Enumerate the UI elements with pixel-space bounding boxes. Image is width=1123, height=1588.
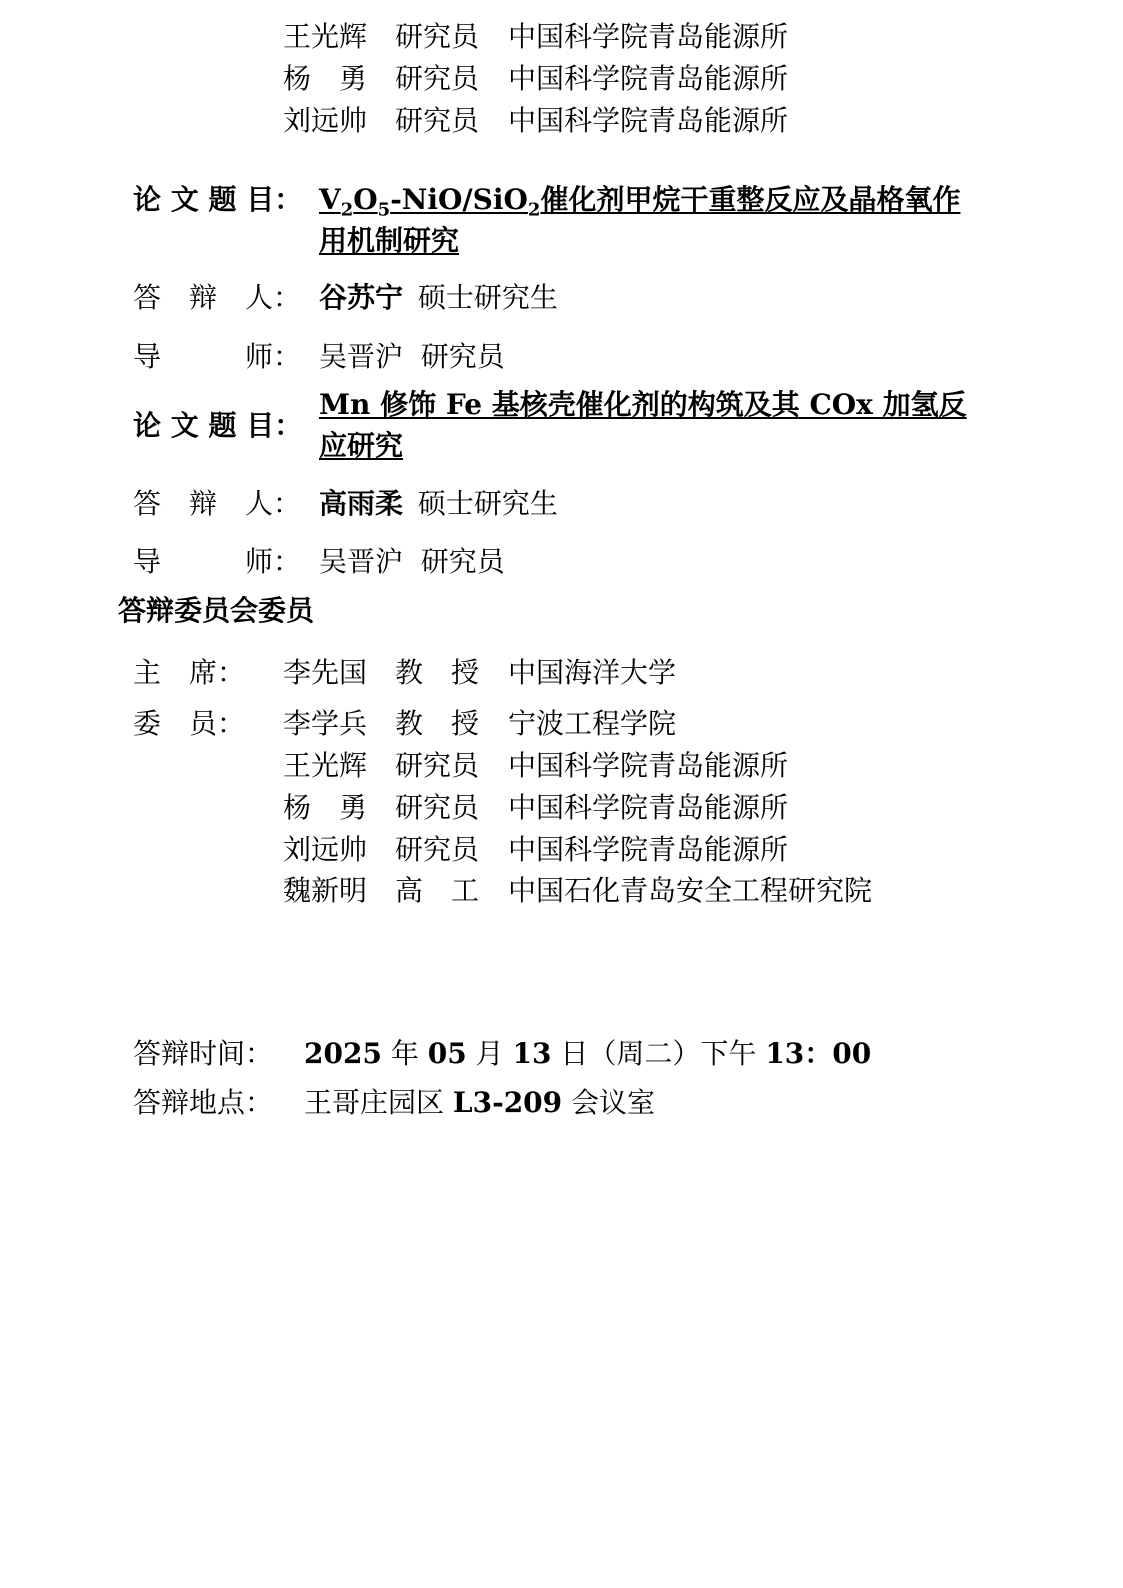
thesis-title-line1: 催化剂甲烷干重整反应及晶格氧作	[540, 183, 961, 216]
member-title: 研究员	[395, 833, 480, 866]
member-name: 王光辉	[283, 749, 368, 782]
member-title: 教 授	[395, 656, 480, 689]
member-org: 中国科学院青岛能源所	[508, 791, 789, 824]
formula-subscript: 2	[340, 199, 354, 221]
member-org: 中国科学院青岛能源所	[508, 104, 789, 137]
minute: 00	[832, 1037, 872, 1070]
month: 05	[427, 1037, 467, 1070]
defense-place	[304, 1086, 655, 1120]
formula-part: -NiO/SiO	[390, 183, 528, 216]
member-name: 杨 勇	[283, 62, 368, 95]
member-title: 教 授	[395, 707, 480, 740]
thesis-title-line2: 应研究	[319, 429, 404, 462]
time-label: 答辩时间：	[133, 1037, 274, 1070]
member-name: 魏新明	[283, 874, 368, 907]
member-org: 中国科学院青岛能源所	[508, 833, 789, 866]
defender-label: 答 辩 人：	[133, 281, 302, 314]
advisor: 吴晋沪 研究员	[319, 340, 505, 373]
member-name: 李先国	[283, 656, 368, 689]
year: 2025	[304, 1037, 382, 1070]
member-org: 宁波工程学院	[508, 707, 677, 740]
place-campus: 王哥庄园区	[304, 1086, 453, 1119]
members-label: 委 员：	[133, 707, 246, 740]
member-title: 研究员	[395, 791, 480, 824]
thesis-title	[319, 183, 960, 228]
thesis-title-label: 论 文 题 目：	[133, 409, 303, 442]
place-room: L3-209	[452, 1086, 563, 1119]
chair-label: 主 席：	[133, 656, 246, 689]
defender-name: 高雨柔	[319, 487, 404, 520]
defender	[319, 487, 558, 521]
thesis-title-line2: 用机制研究	[319, 224, 460, 257]
member-title: 研究员	[395, 62, 480, 95]
member-title: 研究员	[395, 104, 480, 137]
thesis-title-label: 论 文 题 目：	[133, 183, 303, 216]
place-label: 答辩地点：	[133, 1086, 274, 1119]
defender-name: 谷苏宁	[319, 281, 404, 314]
member-name: 王光辉	[283, 20, 368, 53]
member-title: 高 工	[395, 874, 480, 907]
place-suffix: 会议室	[562, 1086, 656, 1119]
member-org: 中国科学院青岛能源所	[508, 20, 789, 53]
defender-degree: 硕士研究生	[417, 487, 558, 520]
defender-label: 答 辩 人：	[133, 487, 302, 520]
advisor-label: 导 师：	[133, 340, 302, 373]
hour: 13	[765, 1037, 805, 1070]
thesis-title-line1: Mn 修饰 Fe 基核壳催化剂的构筑及其 COx 加氢反	[319, 388, 967, 421]
member-org: 中国石化青岛安全工程研究院	[508, 874, 873, 907]
member-name: 李学兵	[283, 707, 368, 740]
formula-part: V	[319, 183, 341, 216]
member-org: 中国科学院青岛能源所	[508, 749, 789, 782]
committee-heading: 答辩委员会委员	[118, 594, 315, 627]
member-title: 研究员	[395, 20, 480, 53]
day-unit: 日（周二）下午	[551, 1037, 766, 1070]
defender	[319, 281, 558, 315]
time-colon: ：	[804, 1037, 833, 1070]
formula-part: O	[353, 183, 378, 216]
defense-time	[304, 1037, 871, 1071]
advisor: 吴晋沪 研究员	[319, 545, 505, 578]
member-name: 刘远帅	[283, 104, 368, 137]
month-unit: 月	[466, 1037, 513, 1070]
member-title: 研究员	[395, 749, 480, 782]
member-name: 杨 勇	[283, 791, 368, 824]
defender-degree: 硕士研究生	[417, 281, 558, 314]
formula-subscript: 2	[527, 199, 541, 221]
advisor-label: 导 师：	[133, 545, 302, 578]
member-org: 中国海洋大学	[508, 656, 677, 689]
formula-subscript: 5	[377, 199, 391, 221]
member-name: 刘远帅	[283, 833, 368, 866]
day: 13	[512, 1037, 552, 1070]
member-org: 中国科学院青岛能源所	[508, 62, 789, 95]
year-unit: 年	[381, 1037, 428, 1070]
